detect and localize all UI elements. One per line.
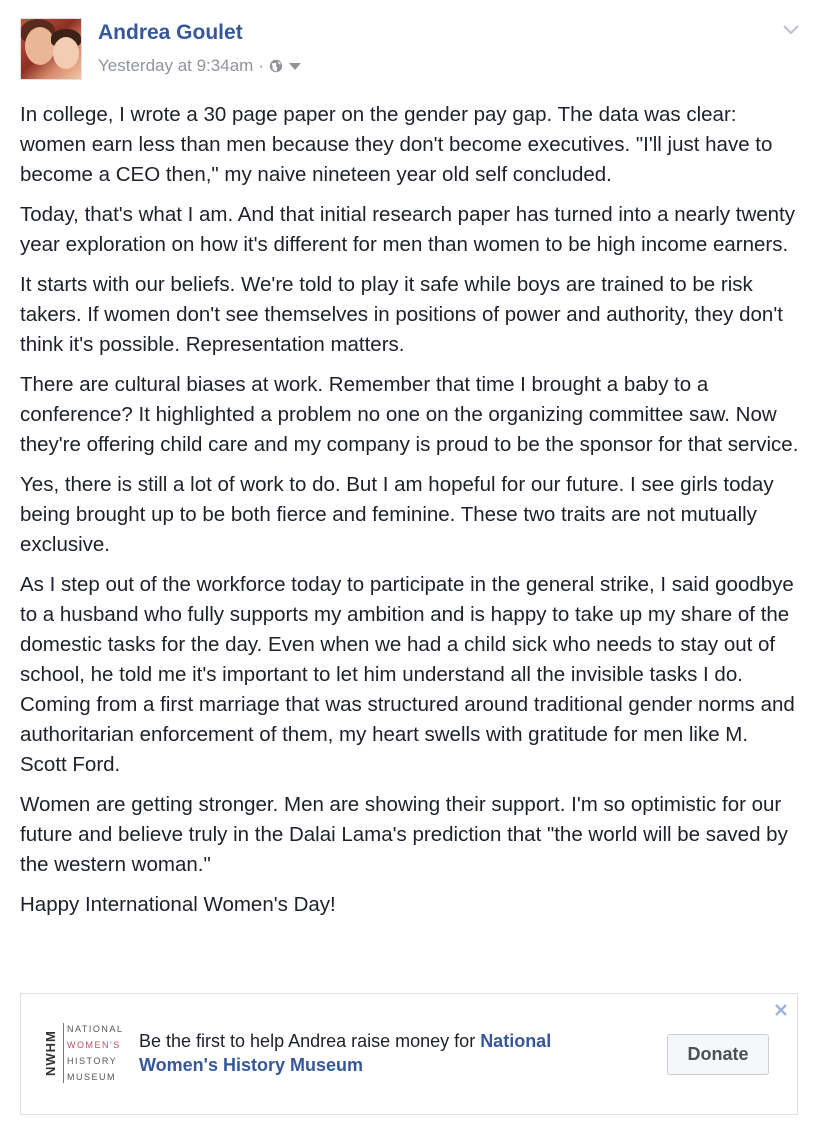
logo-acronym: NWHM [43, 1030, 58, 1076]
logo-wordmark [67, 1021, 123, 1085]
post-paragraph: Yes, there is still a lot of work to do. But I am hopeful for our future. I see girls today being brought up to be both fierce and feminine. These two traits are not mutually exclusive. [20, 473, 774, 556]
fundraiser-description [139, 1029, 609, 1077]
fundraiser-card [20, 993, 798, 1115]
post-paragraph: As I step out of the workforce today to participate in the general strike, I said goodbye to a husband who fully supports my ambition and is happy to take up my share of the domestic tasks for the day. Even when we had a child sick who needs to stay out of school, he told me it's important to let him understand all the invisible tasks I do. Coming from a first marriage that was structured around traditional gender norms and authoritarian enforcement of them, my heart swells with gratitude for men like M. Scott Ford. [20, 573, 795, 776]
logo-line: WOMEN'S [67, 1040, 121, 1050]
post-paragraph: In college, I wrote a 30 page paper on the gender pay gap. The data was clear: women earn less than men because they don't become executives. "I'll just have to become a CEO then," my naive nineteen year old self concluded. [20, 103, 773, 186]
author-avatar[interactable] [20, 18, 82, 80]
globe-icon [269, 59, 283, 73]
avatar-photo-detail [25, 27, 55, 65]
donate-button[interactable]: Donate [667, 1034, 769, 1075]
fundraiser-org-link[interactable]: National Women's History Museum [139, 1031, 552, 1075]
close-icon[interactable] [773, 1002, 789, 1018]
nwhm-logo[interactable] [41, 1019, 151, 1087]
post-header [20, 18, 800, 84]
audience-caret-down-icon[interactable] [289, 63, 301, 70]
avatar-photo-detail [53, 37, 79, 69]
post-meta [98, 56, 301, 76]
logo-line: NATIONAL [67, 1024, 124, 1034]
logo-divider [63, 1023, 64, 1083]
post-paragraph: Happy International Women's Day! [20, 893, 336, 916]
chevron-down-icon[interactable] [782, 24, 800, 36]
author-name-link[interactable]: Andrea Goulet [98, 21, 243, 44]
post-paragraph: There are cultural biases at work. Remember that time I brought a baby to a conference? It highlighted a problem no one on the organizing committee saw. Now they're offering child care and my company is proud to be the sponsor for that service. [20, 373, 799, 456]
logo-line: MUSEUM [67, 1072, 116, 1082]
post-paragraph: Women are getting stronger. Men are showing their support. I'm so optimistic for our future and believe truly in the Dalai Lama's prediction that "the world will be saved by the western woman." [20, 793, 788, 876]
meta-separator: · [258, 56, 264, 75]
logo-line: HISTORY [67, 1056, 118, 1066]
post-paragraph: It starts with our beliefs. We're told to play it safe while boys are trained to be risk takers. If women don't see themselves in positions of power and authority, they don't think it's possible. Representation matters. [20, 273, 783, 356]
post-body [20, 100, 800, 930]
post-paragraph: Today, that's what I am. And that initial research paper has turned into a nearly twenty year exploration on how it's different for men than women to be high income earners. [20, 203, 795, 256]
fundraiser-text: Be the first to help Andrea raise money for [139, 1031, 481, 1051]
post-timestamp-link[interactable]: Yesterday at 9:34am [98, 56, 254, 75]
